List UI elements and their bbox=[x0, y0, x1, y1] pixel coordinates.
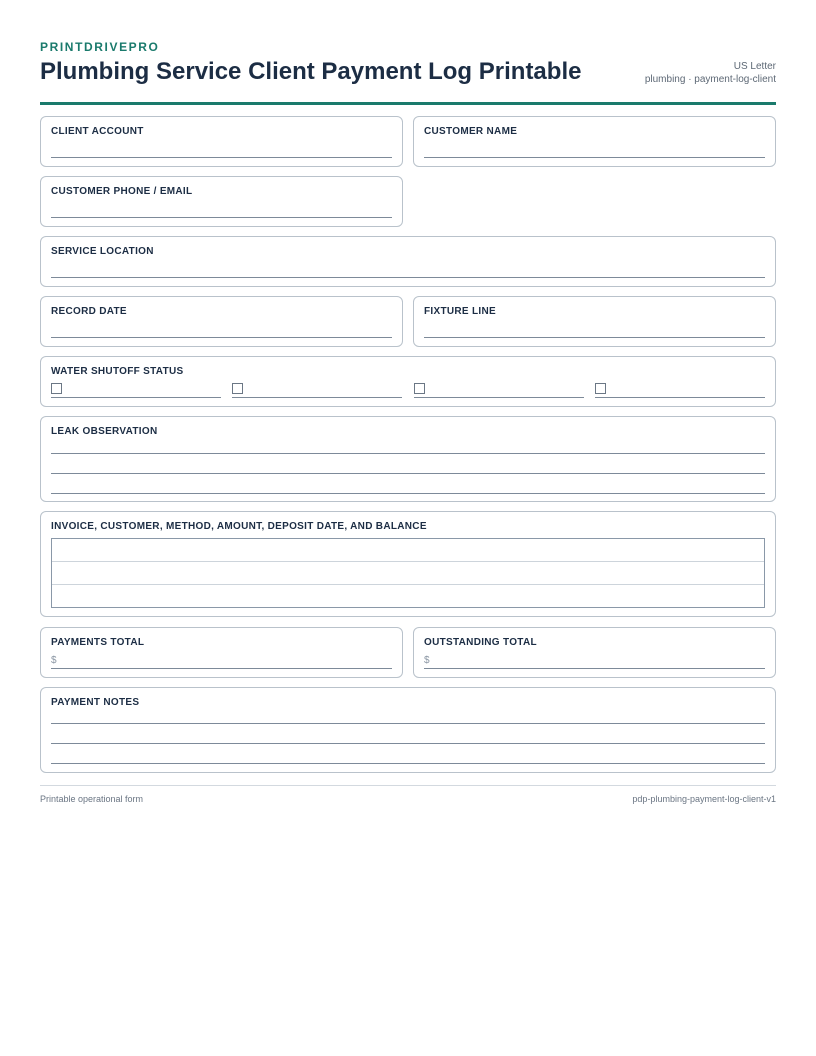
option-line[interactable] bbox=[51, 397, 221, 398]
checkbox[interactable] bbox=[595, 383, 606, 394]
footer-form-id: pdp-plumbing-payment-log-client-v1 bbox=[632, 794, 776, 804]
leak-observation-label: LEAK OBSERVATION bbox=[51, 426, 158, 437]
client-account-label: CLIENT ACCOUNT bbox=[51, 126, 144, 137]
client-account-line[interactable] bbox=[51, 157, 392, 158]
customer-name-line[interactable] bbox=[424, 157, 765, 158]
footer-divider bbox=[40, 785, 776, 786]
leak-observation-line-3[interactable] bbox=[51, 493, 765, 494]
record-date-field[interactable] bbox=[40, 296, 403, 347]
record-date-line[interactable] bbox=[51, 337, 392, 338]
currency-symbol: $ bbox=[424, 655, 430, 666]
brand-name: PRINTDRIVEPRO bbox=[40, 40, 160, 54]
option-line[interactable] bbox=[414, 397, 584, 398]
form-header bbox=[40, 0, 776, 105]
fixture-line-field[interactable] bbox=[413, 296, 776, 347]
customer-contact-line[interactable] bbox=[51, 217, 392, 218]
payment-notes-line-3[interactable] bbox=[51, 763, 765, 764]
checkbox[interactable] bbox=[414, 383, 425, 394]
checkbox[interactable] bbox=[51, 383, 62, 394]
service-location-label: SERVICE LOCATION bbox=[51, 246, 154, 257]
leak-observation-line-2[interactable] bbox=[51, 473, 765, 474]
paper-size: US Letter bbox=[733, 61, 776, 72]
leak-observation-line-1[interactable] bbox=[51, 453, 765, 454]
document-meta bbox=[645, 60, 776, 86]
service-location-field[interactable] bbox=[40, 236, 776, 287]
option-line[interactable] bbox=[595, 397, 765, 398]
page-title: Plumbing Service Client Payment Log Printable bbox=[40, 58, 582, 85]
form-page bbox=[40, 0, 776, 804]
record-date-label: RECORD DATE bbox=[51, 306, 127, 317]
payments-total-field[interactable] bbox=[40, 627, 403, 678]
outstanding-total-label: OUTSTANDING TOTAL bbox=[424, 637, 537, 648]
table-row[interactable] bbox=[52, 562, 764, 585]
shutoff-option-2[interactable] bbox=[232, 383, 402, 399]
payments-total-label: PAYMENTS TOTAL bbox=[51, 637, 145, 648]
shutoff-option-3[interactable] bbox=[414, 383, 584, 399]
table-row[interactable] bbox=[52, 585, 764, 608]
outstanding-total-line[interactable] bbox=[424, 668, 765, 669]
invoice-table bbox=[51, 538, 765, 608]
customer-contact-field[interactable] bbox=[40, 176, 403, 227]
water-shutoff-field bbox=[40, 356, 776, 407]
payment-notes-field[interactable] bbox=[40, 687, 776, 773]
payments-total-line[interactable] bbox=[51, 668, 392, 669]
payment-notes-line-1[interactable] bbox=[51, 723, 765, 724]
shutoff-option-1[interactable] bbox=[51, 383, 221, 399]
customer-name-field[interactable] bbox=[413, 116, 776, 167]
customer-contact-label: CUSTOMER PHONE / EMAIL bbox=[51, 186, 193, 197]
footer-left-text: Printable operational form bbox=[40, 794, 144, 804]
invoice-table-field bbox=[40, 511, 776, 617]
payment-notes-line-2[interactable] bbox=[51, 743, 765, 744]
payment-notes-label: PAYMENT NOTES bbox=[51, 697, 140, 708]
document-category: plumbing · payment-log-client bbox=[644, 74, 776, 85]
water-shutoff-label: WATER SHUTOFF STATUS bbox=[51, 366, 184, 377]
checkbox[interactable] bbox=[232, 383, 243, 394]
leak-observation-field[interactable] bbox=[40, 416, 776, 502]
outstanding-total-field[interactable] bbox=[413, 627, 776, 678]
service-location-line[interactable] bbox=[51, 277, 765, 278]
option-line[interactable] bbox=[232, 397, 402, 398]
fixture-line-label: FIXTURE LINE bbox=[424, 306, 496, 317]
shutoff-option-4[interactable] bbox=[595, 383, 765, 399]
currency-symbol: $ bbox=[51, 655, 57, 666]
fixture-line-line[interactable] bbox=[424, 337, 765, 338]
table-row[interactable] bbox=[52, 539, 764, 562]
customer-name-label: CUSTOMER NAME bbox=[424, 126, 518, 137]
invoice-table-label: INVOICE, CUSTOMER, METHOD, AMOUNT, DEPOSIT DATE, AND BALANCE bbox=[51, 521, 427, 532]
client-account-field[interactable] bbox=[40, 116, 403, 167]
